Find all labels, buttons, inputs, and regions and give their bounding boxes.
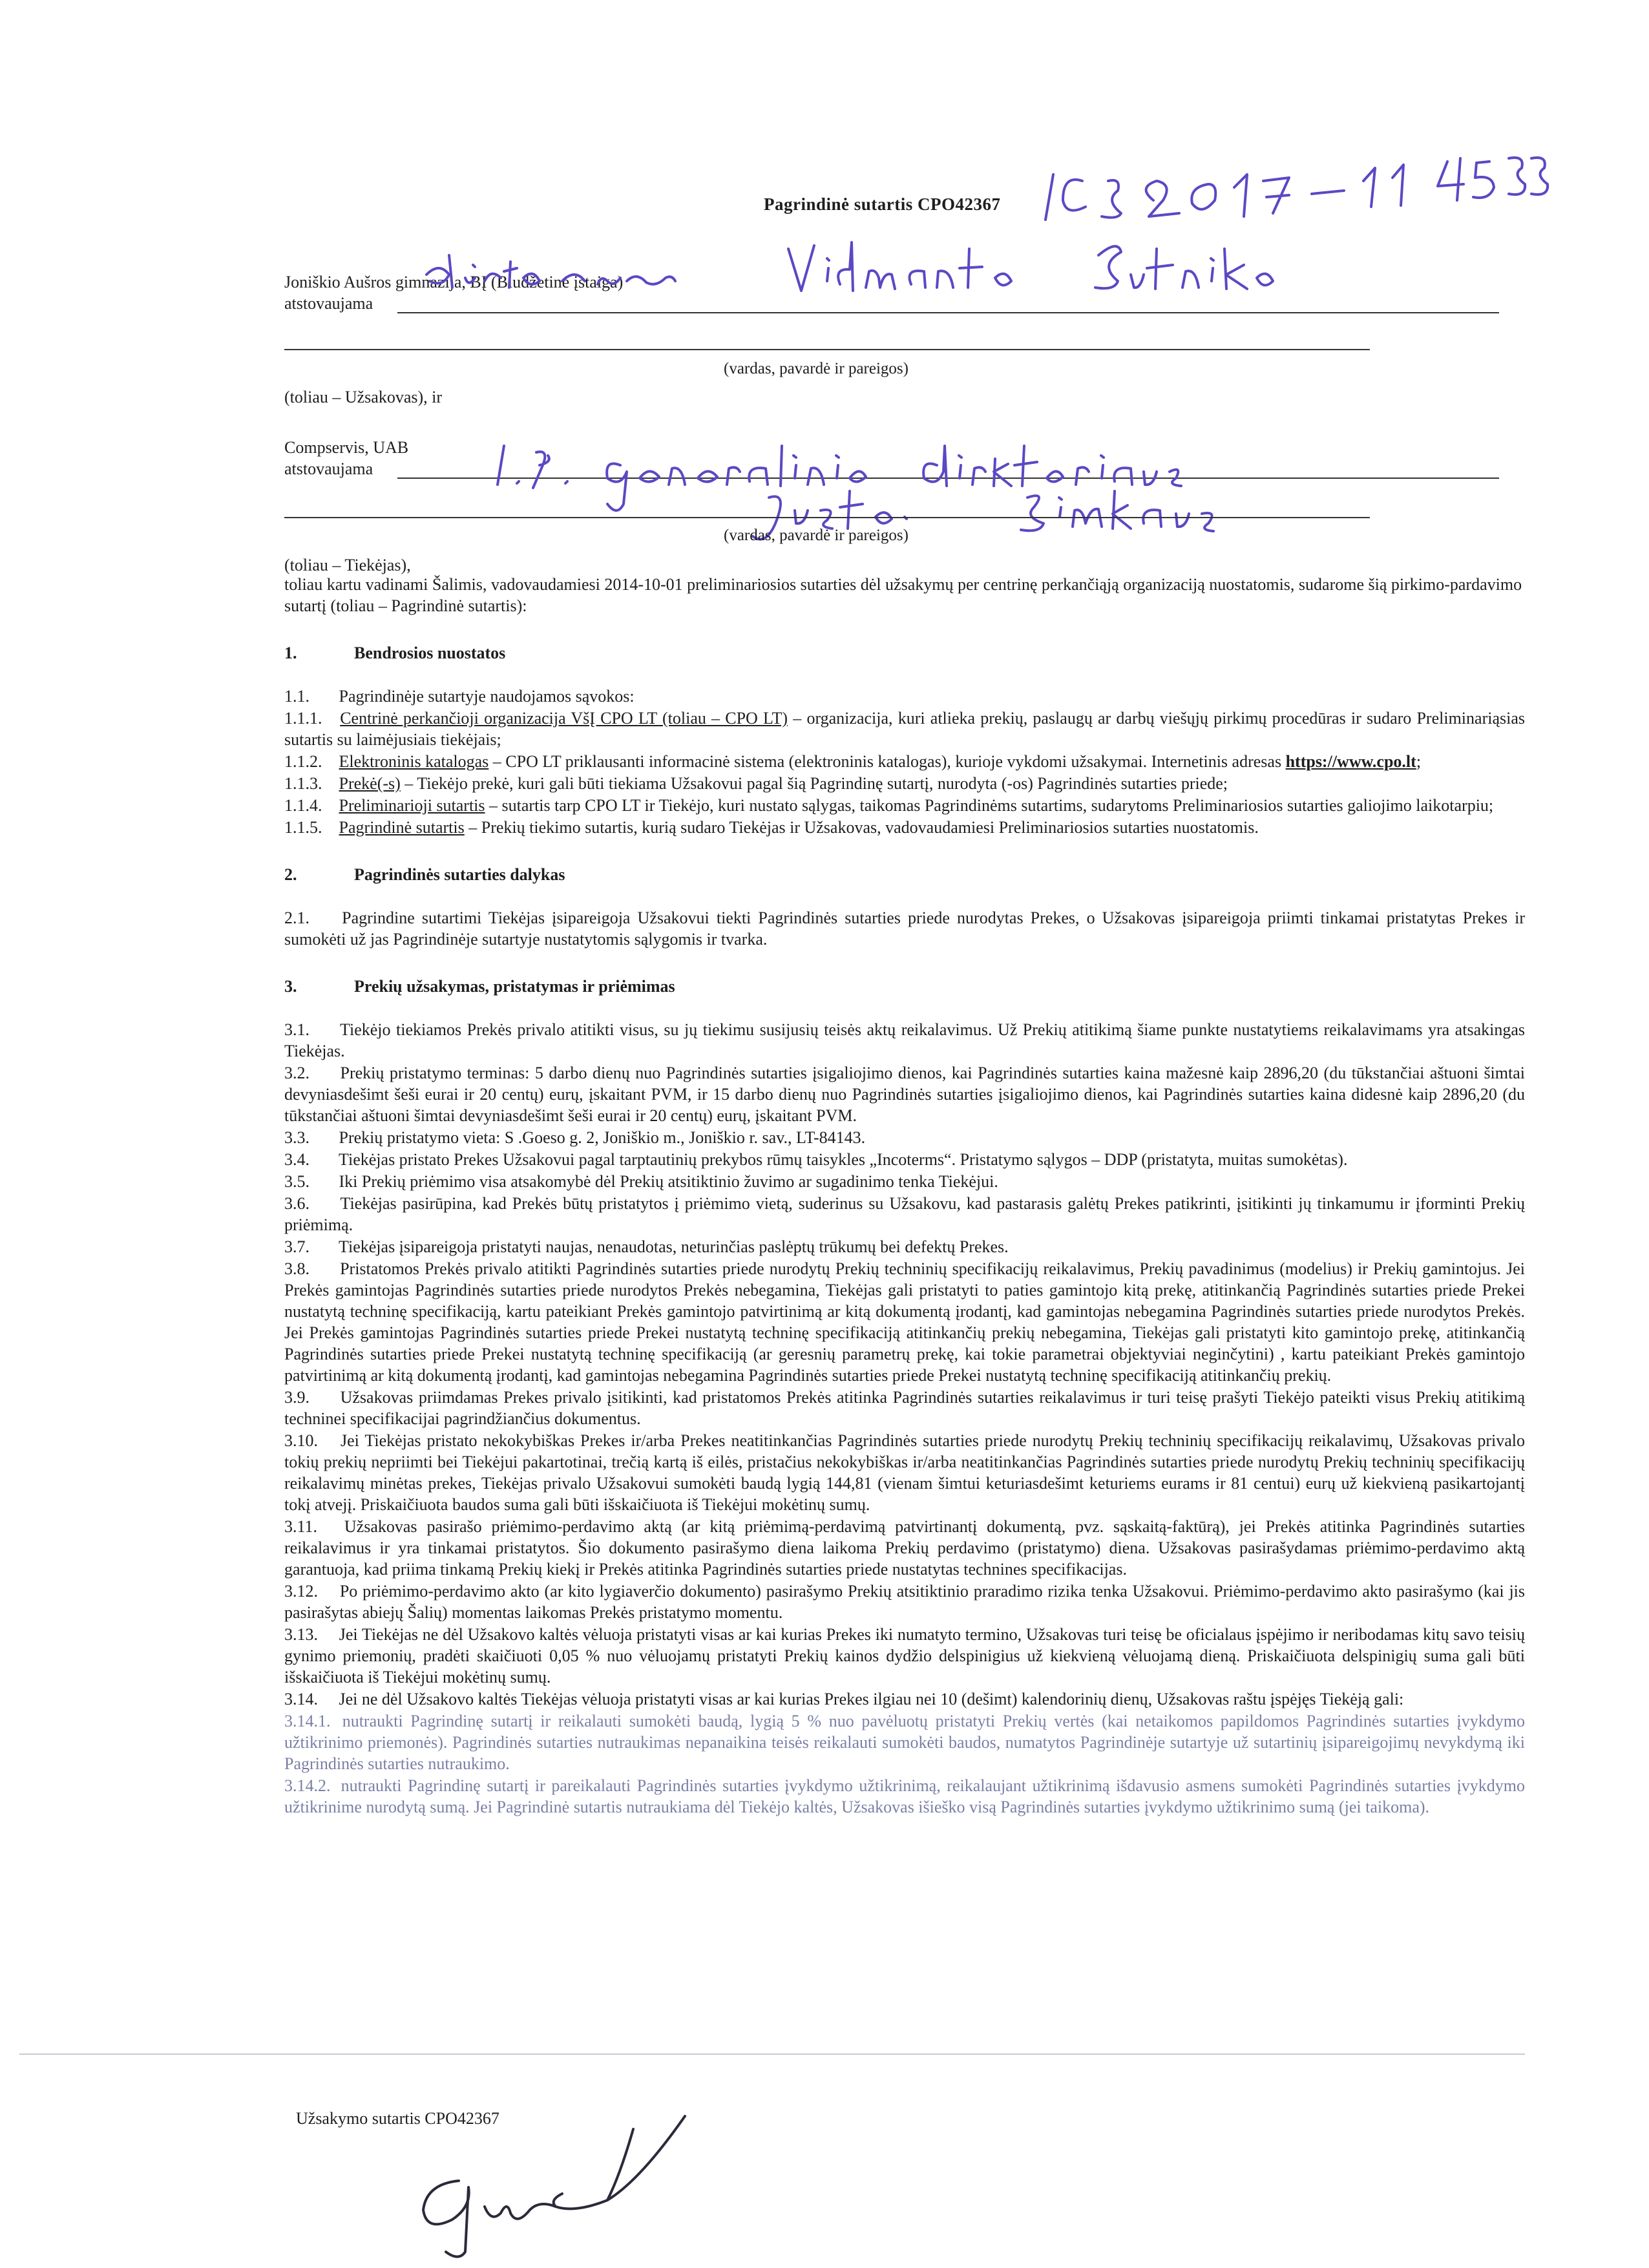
- clause-3-14-2: 3.14.2. nutraukti Pagrindinę sutartį ir pareikalauti Pagrindinės sutarties įvykdymo užtikrinimą, reikalaujant užtikrinimą išdavusio asmens sumokėti Pagrindinės sutarties įvykdymo užtikrinime nurodytą sumą. Jei Pagrindinė sutartis nutraukiama dėl Tiekėjo kaltės, Užsakovas išieško visą Pagrindinės sutarties įvykdymo užtikrinimo sumą (jei taikoma).: [284, 1776, 1526, 1816]
- supplier-represented-label: atstovaujama: [284, 459, 373, 478]
- section-number: 2.: [284, 865, 297, 884]
- intro-paragraph: toliau kartu vadinami Šalimis, vadovaudamiesi 2014-10-01 preliminariosios sutarties dėl užsakymų per centrinę perkančiąją organizaciją nuostatomis, sudarome šią pirkimo-pardavimo sutartį (toliau – Pagrindinė sutartis):: [284, 575, 1522, 615]
- clause-3-12: 3.12. Po priėmimo-perdavimo akto (ar kito lygiaverčio dokumento) pasirašymo Prekių atsitiktinio praradimo rizika tenka Užsakovui. Priėmimo-perdavimo akto pasirašymo (kai jis pasirašytas abiejų Šalių) momentas laikomas Prekės pristatymo momentu.: [284, 1582, 1526, 1622]
- definition-term: Centrinė perkančioji organizacija VšĮ CPO LT (toliau – CPO LT): [340, 709, 788, 728]
- section-number: 1.: [284, 644, 297, 662]
- section-title: Pagrindinės sutarties dalykas: [354, 865, 565, 884]
- definition-term: Preliminarioji sutartis: [339, 796, 485, 815]
- section-number: 3.: [284, 977, 297, 996]
- clause-3-5: 3.5. Iki Prekių priėmimo visa atsakomybė dėl Prekių atsitiktinio žuvimo ar sugadinimo tenka Tiekėjui.: [284, 1172, 998, 1191]
- scan-artifact-line: [19, 2053, 1525, 2055]
- clause-3-8: 3.8. Pristatomos Prekės privalo atitikti Pagrindinės sutarties priede nurodytų Prekių techninių specifikacijų reikalavimus, Prekių pavadinimus (modelius) ir Prekių gamintojus. Jei Prekės gamintojas Pagrindinės sutarties priede nurodytos Prekės nebegamina, Tiekėjas gali pristatyti to paties gamintojo kitą prekę, atitinkančią Pagrindinės sutarties priede Prekei nustatytą techninę specifikaciją, kartu pateikiant Prekės gamintojo patvirtinimą ar kitą dokumentą įrodantį, kad gamintojas nebegamina Pagrindinės sutarties priede nurodytos Prekės. Jei Prekės gamintojas Pagrindinės sutarties priede Prekei nustatytą techninę specifikaciją atitinkančių prekių nebegamina, Tiekėjas gali pristatyti kito gamintojo prekę, atitinkančią Pagrindinės sutarties priede Prekei nustatytą techninę specifikaciją (ar geresnių parametrų prekę, kai tokie parametrai objektyviai neginčytini) , kartu pateikiant Prekės gamintojo patvirtinimą ar kitą dokumentą įrodantį, kad gamintojas nebegamina Pagrindinės sutarties priede Prekei nustatytą techninę specifikaciją atitinkančių prekių.: [284, 1259, 1525, 1385]
- clause-3-3: 3.3. Prekių pristatymo vieta: S .Goeso g. 2, Joniškio m., Joniškio r. sav., LT-84143.: [284, 1128, 866, 1147]
- section-1-heading: [284, 642, 1525, 664]
- definition-term: Elektroninis katalogas: [339, 752, 489, 771]
- clause-1-1: 1.1. Pagrindinėje sutartyje naudojamos sąvokos:: [284, 687, 635, 706]
- buyer-name: Joniškio Aušros gimnazija, BĮ (Biudžetinė įstaiga): [284, 273, 624, 291]
- clause-3-4: 3.4. Tiekėjas pristato Prekes Užsakovui pagal tarptautinių prekybos rūmų taisykles „Incoterms“. Pristatymo sąlygos – DDP (pristatyta, muitas sumokėtas).: [284, 1150, 1348, 1169]
- supplier-handwritten-representative: [491, 426, 1396, 562]
- buyer-role: (toliau – Užsakovas), ir: [284, 388, 443, 406]
- signature-icon: [362, 2103, 698, 2265]
- section-3-heading: [284, 976, 1525, 997]
- cpo-website-link[interactable]: https://www.cpo.lt: [1285, 752, 1416, 771]
- clause-1-1-5: 1.1.5. Pagrindinė sutartis – Prekių tiekimo sutartis, kurią sudaro Tiekėjas ir Užsakovas, vadovaudamiesi Preliminariosios sutarties nuostatomis.: [284, 818, 1259, 837]
- clause-1-1-3: 1.1.3. Prekė(-s) – Tiekėjo prekė, kuri gali būti tiekiama Užsakovui pagal šią Pagrindinę sutartį, nurodyta (-os) Pagrindinės sutarties priede;: [284, 774, 1228, 793]
- document-title: Pagrindinė sutartis CPO42367: [764, 194, 1001, 214]
- contract-page: [284, 0, 1525, 2268]
- buyer-handwritten-representative: [414, 229, 1499, 300]
- clause-1-1-1: 1.1.1. Centrinė perkančioji organizacija VšĮ CPO LT (toliau – CPO LT) – organizacija, kuri atlieka prekių, paslaugų ar darbų viešųjų pirkimų procedūras ir sudaro Preliminariąsias sutartis su laimėjusiais tiekėjais;: [284, 709, 1525, 749]
- clause-3-1: 3.1. Tiekėjo tiekiamos Prekės privalo atitikti visus, su jų tiekimu susijusių teisės aktų reikalavimus. Už Prekių atitikimą šiame punkte nustatytiems reikalavimams yra atsakingas Tiekėjas.: [284, 1020, 1525, 1060]
- clause-3-14: 3.14. Jei ne dėl Užsakovo kaltės Tiekėjas vėluoja pristatyti visas ar kai kurias Prekes ilgiau nei 10 (dešimt) kalendorinių dienų, Užsakovas raštu įspėjęs Tiekėją gali:: [284, 1690, 1404, 1708]
- order-contract-footer: Užsakymo sutartis CPO42367: [296, 2109, 499, 2128]
- section-2-heading: [284, 864, 1525, 885]
- clause-1-1-4: 1.1.4. Preliminarioji sutartis – sutartis tarp CPO LT ir Tiekėjo, kuri nustato sąlygas, taikomas Pagrindinėms sutartims, sudarytoms Preliminariosios sutarties galiojimo laikotarpiu;: [284, 796, 1494, 815]
- definition-term: Prekė(-s): [339, 774, 401, 793]
- section-title: Bendrosios nuostatos: [354, 644, 506, 662]
- clause-3-9: 3.9. Užsakovas priimdamas Prekes privalo įsitikinti, kad pristatomos Prekės atitinka Pagrindinės sutarties reikalavimus ir turi teisę prašyti Tiekėjo pateikti visus Prekių atitikimą techninei specifikacijai pagrindžiančius dokumentus.: [284, 1388, 1525, 1428]
- clause-3-14-1: 3.14.1. nutraukti Pagrindinę sutartį ir reikalauti sumokėti baudą, lygią 5 % nuo pavėluotų pristatyti Prekių vertės (kai netaikomos papildomos Pagrindinės sutarties įvykdymo užtikrinimo priemonės). Pagrindinės sutarties nutraukimas nepanaikina teisės reikalauti sumokėti baudos, numatytos Pagrindinėje sutartyje už sutartinių įsipareigojimų nevykdymą iki Pagrindinės sutarties nutraukimo.: [284, 1712, 1526, 1773]
- supplier-role: (toliau – Tiekėjas),: [284, 556, 411, 574]
- buyer-name-caption: (vardas, pavardė ir pareigos): [724, 360, 909, 377]
- supplier-second-line: [284, 517, 1370, 518]
- clause-3-13: 3.13. Jei Tiekėjas ne dėl Užsakovo kaltės vėluoja pristatyti visas ar kai kurias Prekes iki numatyto termino, Užsakovas turi teisę be oficialaus įspėjimo ir neribodamas kitų savo teisių gynimo priemonių, pradėti skaičiuoti 0,05 % nuo vėluojamų pristatyti Prekių kainos dydžio delspinigius už kiekvieną vėluojamą dieną. Priskaičiuota delspinigių suma gali būti išskaičiuota iš Tiekėjui mokėtinų sumų.: [284, 1625, 1525, 1686]
- clause-3-7: 3.7. Tiekėjas įsipareigoja pristatyti naujas, nenaudotas, neturinčias paslėptų trūkumų bei defektų Prekes.: [284, 1237, 1009, 1256]
- buyer-signature-line: [397, 312, 1499, 313]
- definition-term: Pagrindinė sutartis: [339, 818, 465, 837]
- buyer-second-line: [284, 349, 1370, 350]
- clause-1-1-2: 1.1.2. Elektroninis katalogas – CPO LT priklausanti informacinė sistema (elektroninis katalogas), kurioje vykdomi užsakymai. Internetinis adresas https://www.cpo.lt;: [284, 752, 1422, 771]
- clause-2-1: 2.1. Pagrindine sutartimi Tiekėjas įsipareigoja Užsakovui tiekti Pagrindinės sutarties priede nurodytas Prekes, o Užsakovas įsipareigoja priimti tinkamai pristatytas Prekes ir sumokėti už jas Pagrindinėje sutartyje nustatytomis sąlygomis ir tvarka.: [284, 908, 1525, 949]
- clause-3-2: 3.2. Prekių pristatymo terminas: 5 darbo dienų nuo Pagrindinės sutarties įsigaliojimo dienos, kai Pagrindinės sutarties kaina mažesnė kaip 2896,20 (du tūkstančiai aštuoni šimtai devyniasdešimt šeši eurai ir 20 centų) eurų, įskaitant PVM, ir 15 darbo dienų nuo Pagrindinės sutarties įsigaliojimo dienos, kai Pagrindinės sutarties kaina didesnė kaip 2896,20 (du tūkstančiai aštuoni šimtai devyniasdešimt šeši eurai ir 20 centų) eurų, įskaitant PVM.: [284, 1064, 1525, 1125]
- supplier-name-caption: (vardas, pavardė ir pareigos): [724, 527, 909, 544]
- clause-3-11: 3.11. Užsakovas pasirašo priėmimo-perdavimo aktą (ar kitą priėmimą-perdavimą patvirtinantį dokumentą, pvz. sąskaitą-faktūrą), jei Prekės atitinka Pagrindinės sutarties reikalavimus ir yra tinkamai pristatytos. Šio dokumento pasirašymo diena laikoma Prekių perdavimo (pristatymo) diena. Užsakovas pasirašydamas priėmimo-perdavimo aktą garantuoja, kad priima tinkamą Prekių kiekį ir Prekės atitinka Pagrindinės sutarties priede nustatytas technines specifikacijas.: [284, 1517, 1525, 1579]
- contract-body: [284, 574, 1525, 1818]
- buyer-represented-label: atstovaujama: [284, 294, 373, 313]
- handwritten-registration-number: [1034, 136, 1551, 226]
- clause-3-10: 3.10. Jei Tiekėjas pristato nekokybiškas Prekes ir/arba Prekes neatitinkančias Pagrindinės sutarties priede nurodytų Prekių techninių specifikacijų reikalavimų, Užsakovas privalo tokių prekių nepriimti bei Tiekėjui pakartotinai, trečią kartą iš eilės, pristačius nekokybiškas ir/arba neatitinkančias Pagrindinės sutarties priede nurodytų Prekių techninių specifikacijų reikalavimų minėtas prekes, Tiekėjas privalo Užsakovui sumokėti baudą lygią 144,81 (vienam šimtui keturiasdešimt keturiems eurams ir 81 centui) eurų už kiekvieną pasikartojantį tokį atvejį. Priskaičiuota baudos suma gali būti išskaičiuota iš Tiekėjui mokėtinų sumų.: [284, 1431, 1525, 1514]
- section-title: Prekių užsakymas, pristatymas ir priėmimas: [354, 977, 675, 996]
- clause-3-6: 3.6. Tiekėjas pasirūpina, kad Prekės būtų pristatytos į priėmimo vietą, suderinus su Užsakovu, kad pastarasis galėtų Prekes patikrinti, įsitikinti jų tinkamumu ir įforminti Prekių priėmimą.: [284, 1194, 1526, 1234]
- supplier-name: Compservis, UAB: [284, 438, 409, 457]
